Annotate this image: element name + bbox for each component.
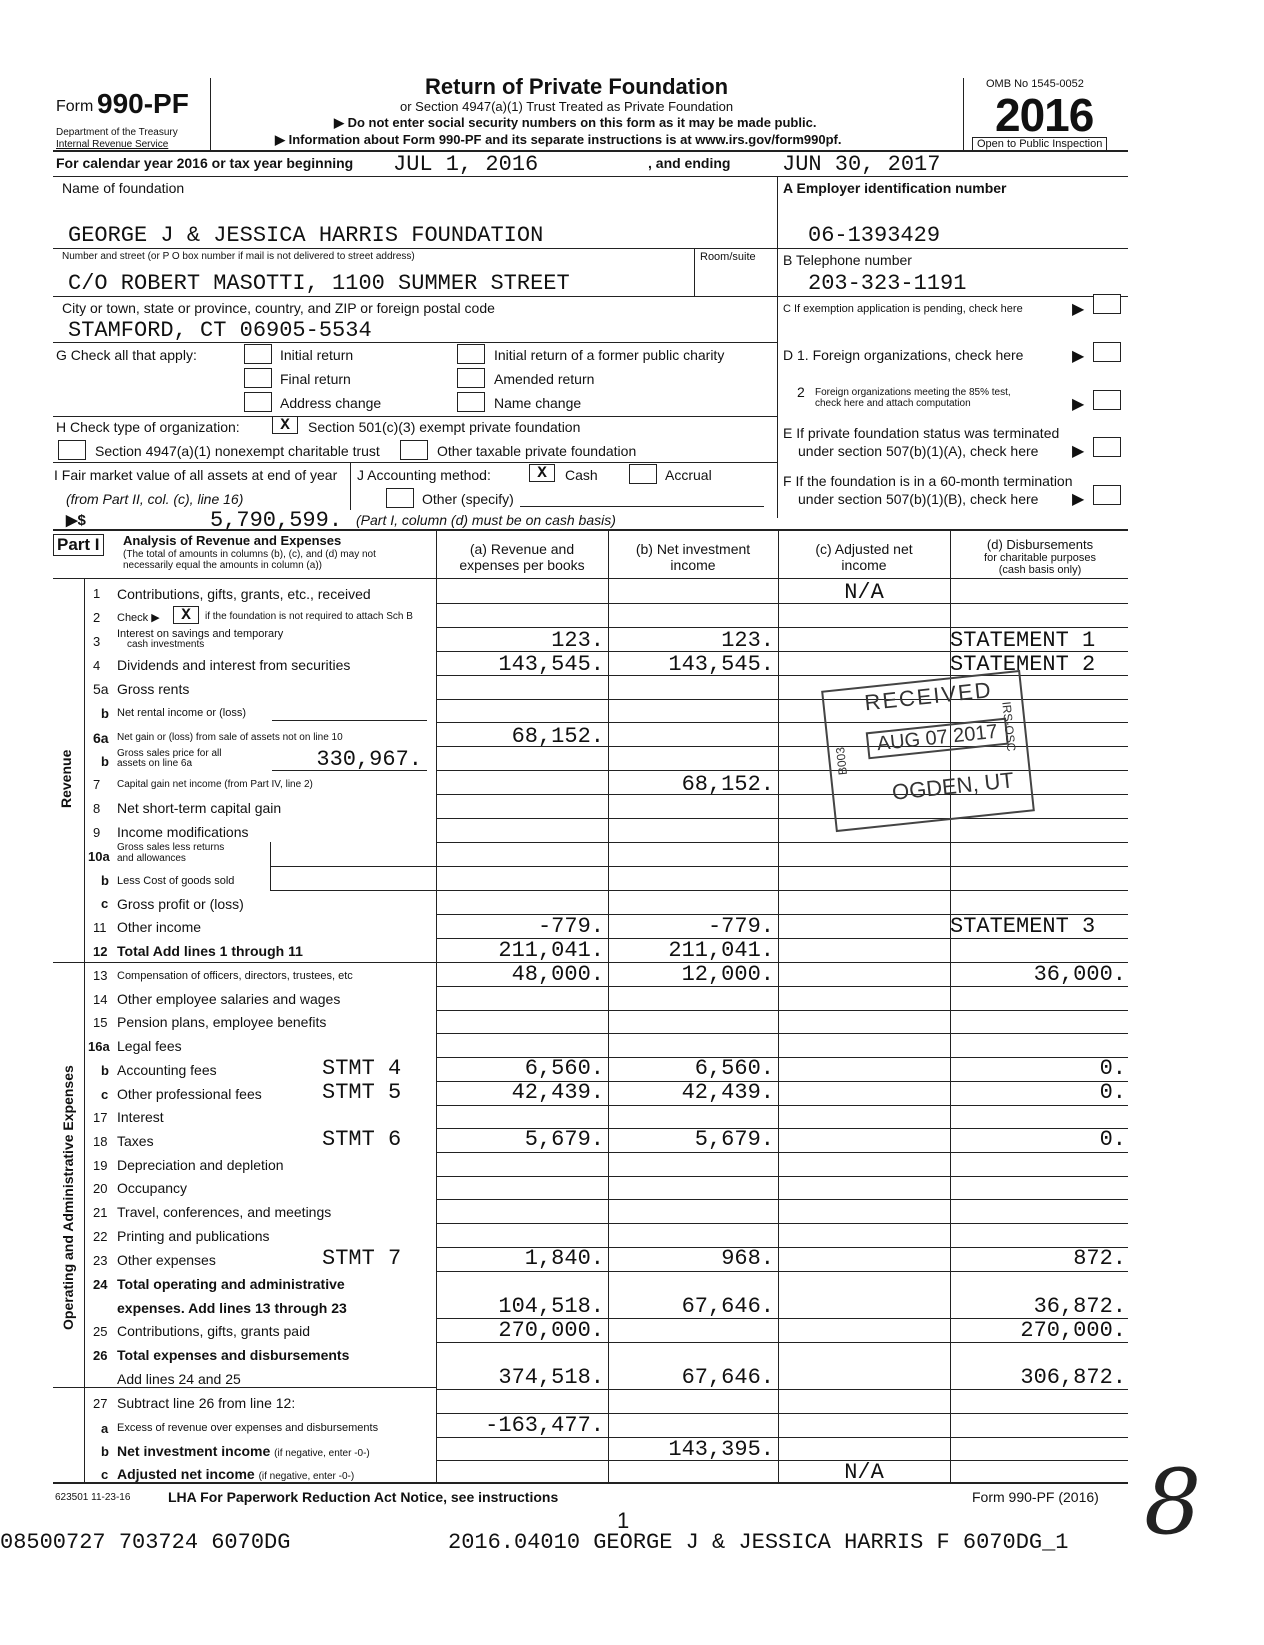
- line-12-col-b: 211,041.: [668, 938, 774, 963]
- line-number: 8: [93, 801, 101, 816]
- name-change-checkbox[interactable]: [457, 392, 485, 412]
- line-16b-col-d: 0.: [1099, 1056, 1126, 1081]
- cash-basis-note: (Part I, column (d) must be on cash basis): [356, 512, 616, 528]
- row-rule: [436, 699, 1128, 700]
- page-number: 1: [617, 1508, 630, 1533]
- line-18-stmt: STMT 6: [322, 1127, 402, 1152]
- row-rule: [436, 1271, 1128, 1272]
- line-2-label: if the foundation is not required to attach Sch B: [205, 611, 413, 622]
- line-24-col-a: 104,518.: [498, 1294, 604, 1319]
- line-7-label: Capital gain net income (from Part IV, line 2): [117, 779, 313, 790]
- line-13-col-b: 12,000.: [681, 962, 774, 987]
- line-number: 13: [93, 968, 108, 983]
- accrual-label: Accrual: [665, 467, 712, 483]
- line-16c-stmt: STMT 5: [322, 1080, 402, 1105]
- line-13-col-d: 36,000.: [1033, 962, 1126, 987]
- line-number: 21: [93, 1205, 108, 1220]
- line-27b-label: Net investment income (if negative, enter -0-): [117, 1443, 370, 1459]
- line-22-label: Printing and publications: [117, 1228, 270, 1244]
- line-number: 22: [93, 1229, 108, 1244]
- col-b-header: (b) Net investment income: [635, 541, 751, 573]
- row-rule: [436, 866, 1128, 867]
- irs-label: Internal Revenue Service: [56, 139, 169, 150]
- row-rule: [436, 1199, 1128, 1200]
- other-method-checkbox[interactable]: [386, 488, 414, 508]
- foundation-name: GEORGE J & JESSICA HARRIS FOUNDATION: [68, 223, 544, 248]
- line-number: 19: [93, 1158, 108, 1173]
- col-c-header: (c) Adjusted net income: [815, 541, 913, 573]
- final-return-checkbox[interactable]: [244, 368, 272, 388]
- line-18-label: Taxes: [117, 1133, 154, 1149]
- line-number: 10a: [88, 849, 110, 864]
- line-number: 9: [93, 825, 101, 840]
- line-8-label: Net short-term capital gain: [117, 800, 282, 816]
- line-26-col-d: 306,872.: [1020, 1365, 1126, 1390]
- cash-label: Cash: [565, 467, 598, 483]
- line-16a-label: Legal fees: [117, 1038, 182, 1054]
- line-17-label: Interest: [117, 1109, 164, 1125]
- part-i-desc-2: necessarily equal the amounts in column (a)): [123, 560, 322, 571]
- line-16b-col-b: 6,560.: [694, 1056, 774, 1081]
- cash-checkbox[interactable]: X: [529, 464, 555, 482]
- line-3-col-a: 123.: [551, 628, 604, 653]
- open-inspection: Open to Public Inspection: [972, 137, 1107, 151]
- tax-year-label: For calendar year 2016 or tax year beginning: [56, 155, 354, 171]
- line-number: 5a: [93, 681, 109, 697]
- line-25-label: Contributions, gifts, grants paid: [117, 1323, 310, 1339]
- revenue-side-label: Revenue: [58, 749, 74, 808]
- exemption-pending-checkbox[interactable]: [1093, 294, 1121, 314]
- street-label: Number and street (or P O box number if mail is not delivered to street address): [62, 251, 415, 262]
- line-16c-col-a: 42,439.: [511, 1080, 604, 1105]
- room-label: Room/suite: [700, 251, 756, 263]
- line-number: 1: [93, 586, 101, 601]
- d2-label-line2: check here and attach computation: [815, 398, 971, 409]
- line-23-col-d: 872.: [1073, 1246, 1126, 1271]
- line-2-checkbox[interactable]: X: [173, 606, 199, 624]
- line-number: 7: [93, 777, 101, 792]
- line-24-col-d: 36,872.: [1033, 1294, 1126, 1319]
- status-terminated-label: E If private foundation status was terminated: [783, 425, 1060, 441]
- info-notice: ▶ Information about Form 990-PF and its separate instructions is at www.irs.gov/form990pf.: [275, 132, 842, 147]
- part-i-title: Analysis of Revenue and Expenses: [123, 533, 342, 548]
- line-6b-label-1: Gross sales price for all: [117, 748, 222, 759]
- line-number: 24: [93, 1277, 108, 1292]
- line-6b-inline-value: 330,967.: [316, 747, 422, 772]
- address-change-label: Address change: [280, 395, 382, 411]
- line-12-col-a: 211,041.: [498, 938, 604, 963]
- stamp-received-text: RECEIVED: [863, 676, 994, 716]
- line-18-col-a: 5,679.: [524, 1127, 604, 1152]
- line-10a-label-1: Gross sales less returns: [117, 842, 225, 853]
- d2-label-line1: Foreign organizations meeting the 85% test,: [815, 387, 1011, 398]
- line-number: 3: [93, 634, 101, 649]
- line-number: 23: [93, 1253, 108, 1268]
- line-number: c: [101, 1087, 109, 1102]
- 60-month-label: F If the foundation is in a 60-month termination: [783, 473, 1073, 489]
- address-change-checkbox[interactable]: [244, 392, 272, 412]
- line-16c-label: Other professional fees: [117, 1086, 262, 1102]
- line-23-col-a: 1,840.: [524, 1246, 604, 1271]
- line-12-label: Total Add lines 1 through 11: [117, 943, 303, 959]
- other-taxable-checkbox[interactable]: [400, 440, 428, 460]
- line-27b-col-b: 143,395.: [668, 1437, 774, 1462]
- name-label: Name of foundation: [62, 180, 185, 196]
- dln-left: 08500727 703724 6070DG: [0, 1530, 291, 1555]
- line-23-label: Other expenses: [117, 1252, 216, 1268]
- stamp-date: AUG 07 2017: [866, 718, 1009, 760]
- line-16b-stmt: STMT 4: [322, 1056, 402, 1081]
- arrow-icon: ▶: [1072, 491, 1085, 508]
- line-number: 17: [93, 1110, 108, 1125]
- line-5b-label: Net rental income or (loss): [117, 707, 246, 719]
- line-16b-label: Accounting fees: [117, 1062, 217, 1078]
- fmv-label: I Fair market value of all assets at end of year: [54, 467, 338, 483]
- line-number: 27: [93, 1396, 108, 1411]
- lha-notice: LHA For Paperwork Reduction Act Notice, see instructions: [168, 1489, 559, 1505]
- foreign-org-label: D 1. Foreign organizations, check here: [783, 347, 1024, 363]
- line-11-col-d: STATEMENT 3: [950, 914, 1096, 939]
- ein-value: 06-1393429: [808, 223, 941, 248]
- line-number: 11: [93, 920, 107, 935]
- other-taxable-label: Other taxable private foundation: [437, 443, 637, 459]
- line-3-label-2: cash investments: [127, 639, 205, 650]
- line-18-col-b: 5,679.: [694, 1127, 774, 1152]
- 4947-trust-checkbox[interactable]: [58, 440, 86, 460]
- line-number: 26: [93, 1348, 108, 1363]
- line-13-label: Compensation of officers, directors, trustees, etc: [117, 970, 353, 982]
- form-number: 990-PF: [97, 88, 189, 119]
- line-number: 12: [93, 944, 108, 959]
- foreign-85-test-checkbox[interactable]: [1093, 390, 1121, 410]
- line-6a-label: Net gain or (loss) from sale of assets not on line 10: [117, 732, 343, 743]
- line-24-col-b: 67,646.: [681, 1294, 774, 1319]
- line-21-label: Travel, conferences, and meetings: [117, 1204, 332, 1220]
- line-number: c: [101, 896, 109, 911]
- accounting-method-label: J Accounting method:: [357, 467, 491, 483]
- 501c3-label: Section 501(c)(3) exempt private foundation: [308, 419, 581, 435]
- stamp-city: OGDEN, UT: [890, 767, 1016, 805]
- row-rule: [436, 890, 1128, 891]
- and-ending-label: , and ending: [648, 155, 731, 171]
- 60-month-checkbox[interactable]: [1093, 485, 1121, 505]
- 60-month-label-2: under section 507(b)(1)(B), check here: [798, 491, 1039, 507]
- line-7-col-b: 68,152.: [681, 772, 774, 797]
- fmv-value: 5,790,599.: [210, 508, 343, 533]
- line-number: 16a: [88, 1039, 110, 1054]
- line-16c-col-d: 0.: [1099, 1080, 1126, 1105]
- line-4-label: Dividends and interest from securities: [117, 657, 351, 673]
- line-27-label: Subtract line 26 from line 12:: [117, 1395, 296, 1411]
- city-label: City or town, state or province, country, and ZIP or foreign postal code: [62, 300, 495, 316]
- line-number: 25: [93, 1324, 108, 1339]
- row-rule: [436, 1033, 1128, 1034]
- initial-return-label: Initial return: [280, 347, 354, 363]
- row-rule: [436, 1176, 1128, 1177]
- line-10a-label-2: and allowances: [117, 853, 186, 864]
- line-5a-label: Gross rents: [117, 681, 190, 697]
- line-11-label: Other income: [117, 919, 202, 935]
- line-number: 15: [93, 1015, 108, 1030]
- row-rule: [436, 1152, 1128, 1153]
- line-number: c: [101, 1467, 109, 1482]
- check-all-label: G Check all that apply:: [56, 347, 197, 363]
- street-address: C/O ROBERT MASOTTI, 1100 SUMMER STREET: [68, 271, 570, 296]
- line-10c-label: Gross profit or (loss): [117, 896, 244, 912]
- accrual-checkbox[interactable]: [629, 464, 657, 484]
- arrow-icon: ▶: [1072, 301, 1085, 318]
- line-number: b: [101, 1063, 109, 1078]
- status-terminated-checkbox[interactable]: [1093, 437, 1121, 457]
- arrow-icon: ▶: [1072, 443, 1085, 460]
- row-rule: [436, 1010, 1128, 1011]
- line-4-col-a: 143,545.: [498, 652, 604, 677]
- org-type-label: H Check type of organization:: [56, 419, 240, 435]
- dln-right: 2016.04010 GEORGE J & JESSICA HARRIS F 6070DG_1: [448, 1530, 1069, 1555]
- line-11-col-b: -779.: [707, 914, 774, 939]
- form-word: Form: [56, 98, 94, 115]
- department: Department of the Treasury: [56, 127, 178, 138]
- part-i-tag: Part I: [53, 534, 104, 556]
- arrow-icon: ▶: [1072, 348, 1085, 365]
- line-10b-label: Less Cost of goods sold: [117, 875, 235, 887]
- line-1-col-c: N/A: [844, 580, 884, 605]
- line-number: 2: [93, 610, 101, 625]
- line-3-col-d: STATEMENT 1: [950, 628, 1096, 653]
- line-number: b: [101, 754, 109, 769]
- line-23-stmt: STMT 7: [322, 1246, 402, 1271]
- line-27c-label: Adjusted net income (if negative, enter -0-): [117, 1466, 355, 1482]
- initial-former-charity-label: Initial return of a former public charity: [494, 347, 725, 363]
- line-number: 18: [93, 1134, 108, 1149]
- line-number: 4: [93, 658, 101, 673]
- initial-return-checkbox[interactable]: [244, 344, 272, 364]
- fmv-source-label: (from Part II, col. (c), line 16): [66, 491, 244, 507]
- row-rule: [436, 842, 1128, 843]
- line-27a-col-a: -163,477.: [485, 1413, 604, 1438]
- line-26-col-b: 67,646.: [681, 1365, 774, 1390]
- amended-return-checkbox[interactable]: [457, 368, 485, 388]
- omb-number: OMB No 1545-0052: [986, 78, 1084, 90]
- line-15-label: Pension plans, employee benefits: [117, 1014, 327, 1030]
- line-6b-label-2: assets on line 6a: [117, 758, 193, 769]
- line-9-label: Income modifications: [117, 824, 249, 840]
- other-method-label: Other (specify): [422, 491, 514, 507]
- status-terminated-label-2: under section 507(b)(1)(A), check here: [798, 443, 1039, 459]
- row-rule: [436, 1223, 1128, 1224]
- line-24-label-1: Total operating and administrative: [117, 1276, 345, 1292]
- line-26-col-a: 374,518.: [498, 1365, 604, 1390]
- line-number: 20: [93, 1181, 108, 1196]
- stamp-right-code: IRS-OSC: [999, 700, 1019, 753]
- part-i-desc-1: (The total of amounts in columns (b), (c), and (d) may not: [123, 549, 376, 560]
- initial-former-charity-checkbox[interactable]: [457, 344, 485, 364]
- line-1-label: Contributions, gifts, grants, etc., received: [117, 586, 371, 602]
- line-4-col-d: STATEMENT 2: [950, 652, 1096, 677]
- line-number: 14: [93, 992, 108, 1007]
- line-2-check-label: Check ▶: [117, 612, 160, 624]
- line-25-col-a: 270,000.: [498, 1318, 604, 1343]
- line-14-label: Other employee salaries and wages: [117, 991, 341, 1007]
- received-stamp: [821, 670, 1035, 832]
- line-number: a: [101, 1421, 109, 1436]
- 501c3-checkbox[interactable]: X: [272, 416, 298, 434]
- line-19-label: Depreciation and depletion: [117, 1157, 284, 1173]
- line-6a-col-a: 68,152.: [511, 724, 604, 749]
- line-25-col-d: 270,000.: [1020, 1318, 1126, 1343]
- phone-label: B Telephone number: [783, 252, 912, 268]
- line-26-label-2: Add lines 24 and 25: [117, 1371, 241, 1387]
- line-number: b: [101, 1444, 109, 1459]
- form-code: 623501 11-23-16: [55, 1492, 131, 1503]
- tax-year-end: JUN 30, 2017: [782, 152, 941, 177]
- name-change-label: Name change: [494, 395, 582, 411]
- col-d-header: (d) Disbursements for charitable purposes (cash basis only): [984, 537, 1096, 576]
- amended-return-label: Amended return: [494, 371, 595, 387]
- line-27a-label: Excess of revenue over expenses and disbursements: [117, 1422, 379, 1434]
- line-26-label-1: Total expenses and disbursements: [117, 1347, 350, 1363]
- form-title: Return of Private Foundation: [425, 74, 729, 99]
- line-3-col-b: 123.: [721, 628, 774, 653]
- form-subtitle: or Section 4947(a)(1) Trust Treated as Private Foundation: [400, 99, 734, 114]
- city-value: STAMFORD, CT 06905-5534: [68, 318, 372, 343]
- line-3-label-1: Interest on savings and temporary: [117, 628, 284, 640]
- exemption-pending-label: C If exemption application is pending, check here: [783, 303, 1023, 315]
- stamp-left-code: B003: [833, 746, 851, 776]
- row-rule: [436, 1105, 1128, 1106]
- line-13-col-a: 48,000.: [511, 962, 604, 987]
- row-rule: [436, 818, 1128, 819]
- tax-year: 2016: [995, 89, 1094, 141]
- footer-form-label: Form 990-PF (2016): [972, 1489, 1099, 1505]
- line-11-col-a: -779.: [537, 914, 604, 939]
- fmv-dollar: ▶$: [66, 512, 86, 529]
- line-24-label-2: expenses. Add lines 13 through 23: [117, 1300, 347, 1316]
- line-4-col-b: 143,545.: [668, 652, 774, 677]
- handwritten-page-mark: 8: [1144, 1450, 1202, 1555]
- line-number: b: [101, 873, 109, 888]
- arrow-icon: ▶: [1072, 396, 1085, 413]
- line-number: b: [101, 706, 109, 721]
- ein-label: A Employer identification number: [783, 180, 1007, 196]
- line-27c-col-c: N/A: [844, 1460, 884, 1485]
- line-16c-col-b: 42,439.: [681, 1080, 774, 1105]
- line-23-col-b: 968.: [721, 1246, 774, 1271]
- 4947-trust-label: Section 4947(a)(1) nonexempt charitable trust: [95, 443, 380, 459]
- expenses-side-label: Operating and Administrative Expenses: [60, 1065, 76, 1330]
- line-16b-col-a: 6,560.: [524, 1056, 604, 1081]
- line-number: 6a: [93, 730, 109, 746]
- line-20-label: Occupancy: [117, 1180, 188, 1196]
- line-18-col-d: 0.: [1099, 1127, 1126, 1152]
- d2-number: 2: [797, 384, 805, 400]
- col-a-header: (a) Revenue and expenses per books: [459, 541, 585, 573]
- tax-year-begin: JUL 1, 2016: [393, 152, 539, 177]
- ssn-notice: ▶ Do not enter social security numbers on this form as it may be made public.: [334, 115, 817, 130]
- final-return-label: Final return: [280, 371, 351, 387]
- foreign-org-checkbox[interactable]: [1093, 342, 1121, 362]
- phone-value: 203-323-1191: [808, 271, 967, 296]
